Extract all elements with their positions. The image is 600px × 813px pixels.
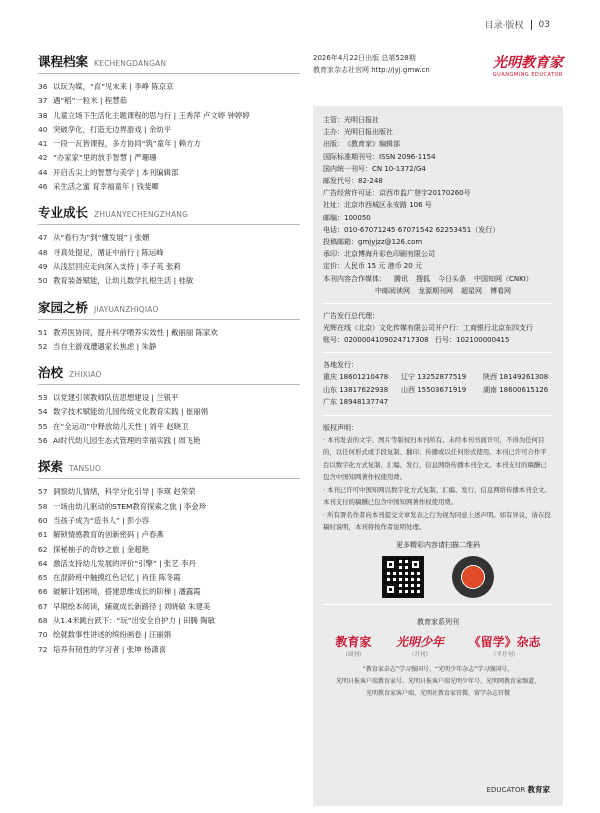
notice-title: 版权声明： <box>323 423 358 432</box>
toc-entry[interactable] <box>38 643 300 657</box>
toc-entry-title: 数字技术赋能幼儿园传统文化教育实践 | 崔丽娟 <box>53 407 209 417</box>
media-item: 腾讯 <box>394 274 408 283</box>
distribution-entry: 广东 18948137747 <box>323 398 389 407</box>
media-item: 超星网 <box>461 286 482 295</box>
toc-entry[interactable] <box>38 123 300 137</box>
masthead-row <box>323 151 553 163</box>
copyright-notice <box>323 434 553 534</box>
agent-account: 账号：0200004109024717308 <box>323 336 429 345</box>
distribution-entry: 重庆 18601210478 <box>323 373 389 382</box>
masthead-value: 100050 <box>344 213 371 222</box>
masthead-row <box>323 114 553 126</box>
toc-page-number: 58 <box>38 501 48 511</box>
copyright-panel <box>313 106 563 806</box>
series-item <box>469 633 541 658</box>
toc-entry[interactable] <box>38 246 300 260</box>
toc-entry-title: 儿童立场下生活化主题课程的思与行 | 王秀萍 卢文婷 钟婷婷 <box>53 110 250 120</box>
divider <box>323 303 553 304</box>
toc-entry[interactable] <box>38 485 300 499</box>
masthead-value: CN 10-1372/G4 <box>372 164 426 173</box>
toc-entry[interactable] <box>38 543 300 557</box>
issue-line: 2026年4月22日出版 总第528期 <box>313 54 416 62</box>
masthead-row <box>323 187 553 199</box>
qr-code-icon[interactable] <box>382 556 424 598</box>
educator-logo <box>493 52 563 78</box>
toc-entry[interactable] <box>38 109 300 123</box>
series-frequency: （半月刊） <box>490 651 519 658</box>
toc-entry-title: 解锁情感教育的创新密码 | 卢春燕 <box>53 530 164 540</box>
toc-entry-title: 教育装备赋能，让幼儿数学扎根生活 | 桂敏 <box>53 276 194 286</box>
footer-brand: 教育家 <box>527 785 550 794</box>
masthead-label: 广告经营许可证： <box>323 189 379 198</box>
toc-page-number: 68 <box>38 616 48 626</box>
toc-entry-title: “办家家”里的放手智慧 | 严珊珊 <box>53 153 157 163</box>
masthead-label: 定价： <box>323 262 344 271</box>
masthead-label: 邮发代号： <box>323 177 358 186</box>
masthead-row <box>323 248 553 260</box>
notice-paragraph: · 所有署名作者向本刊提交文章发表之行为视为同意上述声明。如有异议，请在投稿时说明，本刊将按作者说明处理。 <box>323 510 551 532</box>
masthead-value: 京西市监广登字20170260号 <box>379 189 471 198</box>
toc-entry[interactable] <box>38 391 300 405</box>
toc-entry-title: 激活支持幼儿发展的评价“引擎” | 张艺 李丹 <box>53 558 196 568</box>
media-item: 博看网 <box>490 286 511 295</box>
series-name: 《留学》杂志 <box>468 634 541 649</box>
notice-paragraph: · 本刊发表的文字、图片等版权归本刊所有。未经本刊书面许可，不得为任何目的，以任何形式或手段复制、翻印、传播或以任何形式使用。本刊已许可合作平台以数字化方式复制、汇编、发行、信息网络传播本刊全文。本刊支付的稿酬已包含中国知网著作权使用费。 <box>323 435 547 482</box>
toc-section <box>38 52 300 194</box>
table-of-contents <box>38 52 300 666</box>
page-number: 03 <box>538 19 550 30</box>
divider <box>323 415 553 416</box>
masthead-value: 北京博海升彩色印刷有限公司 <box>344 250 435 259</box>
series-frequency: （周刊） <box>342 651 365 658</box>
toc-section-pinyin: JIAYUANZHIQIAO <box>94 304 159 314</box>
toc-entry[interactable] <box>38 166 300 180</box>
masthead-row <box>323 163 553 175</box>
toc-entry-title: 寻真处提足，循证中前行 | 陈运峰 <box>53 247 164 257</box>
toc-section-pinyin: KECHENGDANGAN <box>94 59 167 68</box>
toc-entry-title: 从浅层回应走向深入支持 | 李子英 张莉 <box>53 261 181 271</box>
toc-entry[interactable] <box>38 274 300 288</box>
toc-section-header <box>38 52 300 74</box>
masthead-value: 北京市西城区永安路 106 号 <box>344 201 432 210</box>
toc-entry-title: 遇“稻”一粒米 | 程慧茹 <box>53 96 127 106</box>
toc-page-number: 41 <box>38 139 48 149</box>
toc-entry-title: 以党建引领教师队伍思想建设 | 兰银平 <box>53 393 179 403</box>
toc-page-number: 51 <box>38 327 48 337</box>
distribution-entry: 陕西 18149261308 <box>483 373 549 382</box>
masthead-value: gmjyjzz@126.com <box>358 238 423 247</box>
toc-entry[interactable] <box>38 600 300 614</box>
agent-info <box>323 322 553 346</box>
masthead-row <box>323 126 553 138</box>
masthead-label: 电话： <box>323 225 344 234</box>
toc-entry-title: 探秘柚子的奇妙之旅 | 金超艳 <box>53 544 149 554</box>
series-item <box>396 633 444 658</box>
toc-section-title: 家园之桥 <box>38 299 89 315</box>
media-row-1 <box>323 273 553 285</box>
distribution-grid <box>323 371 553 409</box>
page-header <box>485 18 550 31</box>
toc-entry[interactable] <box>38 231 300 245</box>
masthead-label: 主办： <box>323 128 344 137</box>
toc-entry[interactable] <box>38 340 300 354</box>
toc-section <box>38 457 300 657</box>
distribution-entry: 辽宁 13252877519 <box>401 373 467 382</box>
toc-entry[interactable] <box>38 585 300 599</box>
toc-page-number: 57 <box>38 487 48 497</box>
toc-page-number: 49 <box>38 261 48 271</box>
masthead-label: 邮编： <box>323 213 344 222</box>
masthead-value: 82-248 <box>358 177 383 186</box>
toc-page-number: 40 <box>38 124 48 134</box>
toc-page-number: 55 <box>38 421 48 431</box>
series-title: 教育家系列刊 <box>417 617 459 626</box>
toc-section-title: 治校 <box>38 365 64 381</box>
masthead-label: 国内统一刊号： <box>323 164 372 173</box>
media-item: 中邮阅读网 <box>375 286 410 295</box>
toc-section-header <box>38 298 300 320</box>
masthead-value: 《教育家》编辑部 <box>344 140 400 149</box>
toc-page-number: 37 <box>38 96 48 106</box>
notice-paragraph: · 本刊已许可中国知网以数字化方式复制、汇编、发行、信息网络传播本刊全文。本刊支付的稿酬已包含中国知网著作权使用费。 <box>323 485 551 507</box>
toc-entry-title: 当孩子成为“造书人” | 彭小容 <box>53 515 150 525</box>
masthead-label: 投稿邮箱： <box>323 238 358 247</box>
masthead-row <box>323 138 553 150</box>
toc-page-number: 46 <box>38 182 48 192</box>
toc-entry[interactable] <box>38 500 300 514</box>
media-item: 中国知网（CNKI） <box>474 274 533 283</box>
logo-text: 光明教育家 <box>493 55 563 71</box>
qr-codes <box>323 556 553 598</box>
page-footer <box>487 784 550 795</box>
divider <box>323 604 553 605</box>
agent-company: 光辉在线（北京）文化传媒有限公司 <box>323 324 435 333</box>
toc-section-title: 课程档案 <box>38 54 89 69</box>
toc-section-header <box>38 457 300 479</box>
media-label: 本刊内容合作媒体： <box>323 274 386 283</box>
masthead-value: 人民币 15 元 港币 20 元 <box>344 262 422 271</box>
toc-entry[interactable] <box>38 528 300 542</box>
toc-entry[interactable] <box>38 405 300 419</box>
toc-page-number: 60 <box>38 515 48 525</box>
series-frequency: （月刊） <box>408 651 431 658</box>
toc-entry-title: 一段一瓦皆课程，多方协同“筑”童年 | 赖方方 <box>53 139 201 149</box>
toc-entry-title: 一场由幼儿驱动的STEM教育探索之旅 | 李金珍 <box>53 501 207 511</box>
toc-page-number: 56 <box>38 436 48 446</box>
toc-entry-title: 绘就数事性讲述的缤纷画卷 | 汪丽娟 <box>53 630 172 640</box>
masthead-label: 承印： <box>323 250 344 259</box>
toc-page-number: 53 <box>38 393 48 403</box>
toc-entry-title: 突破孪化，打造无边界游戏 | 余幼平 <box>53 124 172 134</box>
toc-entry-title: 开启舌尖上的智慧与美学 | 本刊编辑部 <box>53 167 179 177</box>
toc-page-number: 61 <box>38 530 48 540</box>
toc-page-number: 52 <box>38 341 48 351</box>
masthead-column <box>313 52 563 806</box>
toc-entry[interactable] <box>38 557 300 571</box>
toc-entry[interactable] <box>38 94 300 108</box>
toc-entry-title: 教养医协同，提升科学喂养实效性 | 戴丽丽 陈家欢 <box>53 327 218 337</box>
toc-page-number: 70 <box>38 630 48 640</box>
toc-section <box>38 298 300 355</box>
toc-entry[interactable] <box>38 614 300 628</box>
publication-info <box>313 52 563 84</box>
masthead-row <box>323 260 553 272</box>
masthead-info <box>323 114 553 273</box>
toc-page-number: 72 <box>38 644 48 654</box>
masthead-row <box>323 175 553 187</box>
header-section: 目录·版权 <box>484 21 524 31</box>
masthead-label: 社址： <box>323 201 344 210</box>
media-item: 搜狐 <box>416 274 430 283</box>
qr-title: 更多精彩内容请扫描二维码 <box>396 540 480 549</box>
toc-entry-title: 采生活之蜜 育幸福童年 | 钱斐卿 <box>53 182 159 192</box>
masthead-row <box>323 199 553 211</box>
toc-entry-title: 从1.4米跳台跃下：“玩”出安全自护力 | 田腾 陶敏 <box>53 616 215 626</box>
toc-entry-title: 在混龄班中触摸红色记忆 | 肖佳 陈冬霞 <box>53 573 181 583</box>
series-item <box>335 633 371 658</box>
agent-bank: 开户行：工商银行北京东四支行 <box>435 324 533 333</box>
toc-entry[interactable] <box>38 434 300 448</box>
toc-section-title: 专业成长 <box>38 205 89 221</box>
header-divider <box>531 20 532 30</box>
toc-entry-title: 培养有韧性的学习者 | 张坤 杨潇喜 <box>53 644 167 654</box>
toc-section-header <box>38 363 300 385</box>
series-description <box>323 664 553 700</box>
series-desc-line: 光明教育家客户端、光明社教育家官微、留学杂志官微 <box>365 689 510 697</box>
toc-entry[interactable] <box>38 628 300 642</box>
toc-entry[interactable] <box>38 80 300 94</box>
toc-entry[interactable] <box>38 326 300 340</box>
distribution-entry: 山西 15503671919 <box>401 385 467 394</box>
toc-entry-title: 当自主游戏遭遇家长焦虑 | 朱静 <box>53 341 157 351</box>
series-name: 光明少年 <box>395 634 444 649</box>
toc-section-pinyin: ZHUANYECHENGZHANG <box>94 210 189 220</box>
masthead-row <box>323 236 553 248</box>
divider <box>323 352 553 353</box>
media-row-2 <box>323 285 553 297</box>
toc-entry-title: 从“看行为”到“懂发展” | 张姗 <box>53 233 150 243</box>
masthead-value: 光明日报出版社 <box>344 128 393 137</box>
website-line[interactable]: 教育家杂志社官网 http://jyj.gmw.cn <box>313 66 430 74</box>
agent-bank-no: 行号：102100000415 <box>435 336 510 345</box>
toc-entry[interactable] <box>38 420 300 434</box>
masthead-value: 010-67071245 67071542 62253451（发行） <box>344 225 500 234</box>
toc-entry[interactable] <box>38 260 300 274</box>
toc-section-pinyin: TANSUO <box>69 464 102 474</box>
toc-page-number: 62 <box>38 544 48 554</box>
toc-page-number: 48 <box>38 247 48 257</box>
toc-page-number: 54 <box>38 407 48 417</box>
toc-page-number: 42 <box>38 153 48 163</box>
toc-section-pinyin: ZHIXIAO <box>69 370 102 380</box>
toc-section-title: 探索 <box>38 459 64 475</box>
masthead-value: ISSN 2096-1154 <box>379 152 436 161</box>
toc-entry[interactable] <box>38 180 300 194</box>
series-desc-line: “教育家杂志”学习强国号、“光明少年杂志”学习强国号、 <box>362 665 514 673</box>
series-logos <box>323 633 553 658</box>
masthead-value: 光明日报社 <box>344 116 379 124</box>
masthead-row <box>323 212 553 224</box>
footer-label: EDUCATOR <box>486 786 526 794</box>
toc-entry-title: 洞察幼儿情绪，科学分化引导 | 李瑛 赵荣荣 <box>53 487 196 497</box>
toc-page-number: 64 <box>38 558 48 568</box>
agent-title: 广告发行总代理： <box>323 312 379 321</box>
toc-entry-title: 破解计划困境，搭建思维成长的阶梯 | 潘露霞 <box>53 587 201 597</box>
toc-entry[interactable] <box>38 137 300 151</box>
media-item: 今日头条 <box>438 274 466 283</box>
toc-page-number: 67 <box>38 601 48 611</box>
toc-entry-title: 以玩为媒，“育”见未来 | 李峥 陈京京 <box>53 82 174 91</box>
toc-entry[interactable] <box>38 571 300 585</box>
masthead-label: 出版： <box>323 140 344 149</box>
toc-section <box>38 203 300 288</box>
toc-entry-title: 在“全运动”中释放幼儿天性 | 刘平 赵晓卫 <box>53 421 189 431</box>
toc-entry-title: AI时代幼儿园生态式管理的幸福实践 | 周飞艳 <box>53 436 201 446</box>
logo-subtext: GUANGMING EDUCATOR <box>492 72 563 78</box>
mini-program-code-icon[interactable] <box>452 556 494 598</box>
toc-page-number: 47 <box>38 233 48 243</box>
toc-page-number: 38 <box>38 110 48 120</box>
toc-entry-title: 早期绘本阅读，辅就成长新路径 | 刘晓敏 朱建美 <box>53 601 211 611</box>
toc-section-header <box>38 203 300 225</box>
media-item: 龙源期刊网 <box>418 286 453 295</box>
series-name: 教育家 <box>335 634 372 649</box>
distribution-entry: 湖南 18600615126 <box>483 385 549 394</box>
series-desc-line: 光明日报客户端教育家号、光明日报客户端光明少年号、光明网教育家频道、 <box>335 677 540 685</box>
masthead-label: 国际标准期刊号： <box>323 152 379 161</box>
toc-page-number: 66 <box>38 587 48 597</box>
toc-page-number: 44 <box>38 167 48 177</box>
toc-entry[interactable] <box>38 514 300 528</box>
distribution-entry: 山东 13817622938 <box>323 385 389 394</box>
masthead-label: 主管： <box>323 116 344 124</box>
toc-entry[interactable] <box>38 151 300 165</box>
toc-section <box>38 363 300 448</box>
toc-page-number: 50 <box>38 276 48 286</box>
toc-page-number: 36 <box>38 82 48 91</box>
masthead-row <box>323 224 553 236</box>
toc-page-number: 65 <box>38 573 48 583</box>
distribution-title: 各地发行： <box>323 361 358 370</box>
